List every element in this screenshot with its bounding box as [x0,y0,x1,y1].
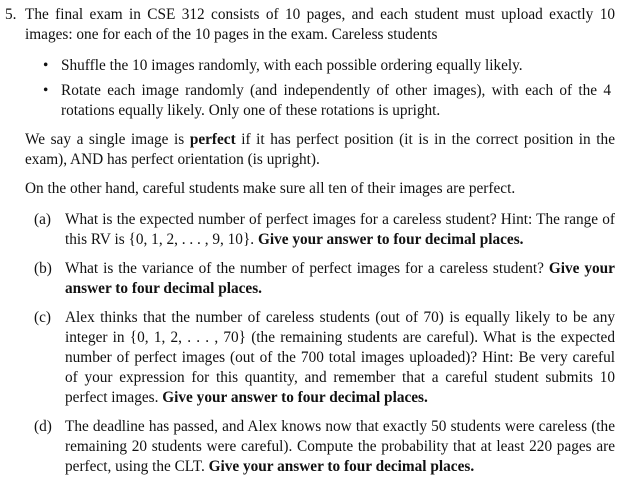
subquestion-text [65,417,615,477]
subquestion-instruction: Give your answer to four decimal places. [257,231,524,248]
definition-term: perfect [189,131,236,148]
subquestion-body: What is the expected number of perfect images for a careless student? Hint: The range of this RV is {0, 1, 2, . . . , 9, 10}. [65,211,615,248]
subquestion-c [34,308,615,408]
bullet-icon: • [43,57,49,74]
subquestion-body: What is the variance of the number of perfect images for a careless student? [65,260,549,277]
definition-before: We say a single image is [25,131,190,148]
subquestion-instruction: Give your answer to four decimal places. [65,260,615,297]
subquestion-body: The deadline has passed, and Alex knows now that exactly 50 students were careless (the remaining 20 students were careful). Compute the probability that at least 220 pages are perfect, using the CLT. [65,418,615,475]
careless-behavior-list [5,56,615,121]
problem-5 [5,5,615,486]
careful-note: On the other hand, careful students make sure all ten of their images are perfect. [25,180,516,197]
list-item [43,56,615,76]
problem-header [5,5,615,45]
subquestion-a [34,210,615,250]
subquestion-d [34,417,615,477]
list-item [43,81,615,121]
subquestion-body: Alex thinks that the number of careless students (out of 70) is equally likely to be any integer in {0, 1, 2, . . . , 70} (the remaining students are careful). What is the expected number of perfect images (out of the 700 total images uploaded)? Hint: Be very careful of your expression for this quantity, and remember that a careful student submits 10 perfect images. [65,309,615,406]
subquestion-label: (c) [34,309,51,326]
subquestion-list [34,210,615,477]
bullet-text: Rotate each image randomly (and independently of other images), with each of the 4 rotations equally likely. Only one of these rotations is upright. [61,82,611,119]
perfect-definition [25,130,615,170]
definition-after: if it has perfect position (it is in the correct position in the exam), AND has perfect orientation (is upright). [25,131,615,168]
subquestion-text [65,308,615,408]
problem-number: 5. [5,6,17,23]
subquestion-text [65,259,615,299]
subquestion-label: (b) [34,260,52,277]
subquestion-instruction: Give your answer to four decimal places. [162,389,428,406]
bullet-text: Shuffle the 10 images randomly, with each possible ordering equally likely. [61,57,523,74]
subquestion-text [65,210,615,250]
problem-intro: The final exam in CSE 312 consists of 10 pages, and each student must upload exactly 10 images: one for each of the 10 pages in the exam. Careless students [25,6,615,43]
subquestion-label: (a) [34,211,51,228]
subquestion-b [34,259,615,299]
subquestion-instruction: Give your answer to four decimal places. [208,458,475,475]
subquestion-label: (d) [34,418,52,435]
bullet-icon: • [43,82,49,99]
